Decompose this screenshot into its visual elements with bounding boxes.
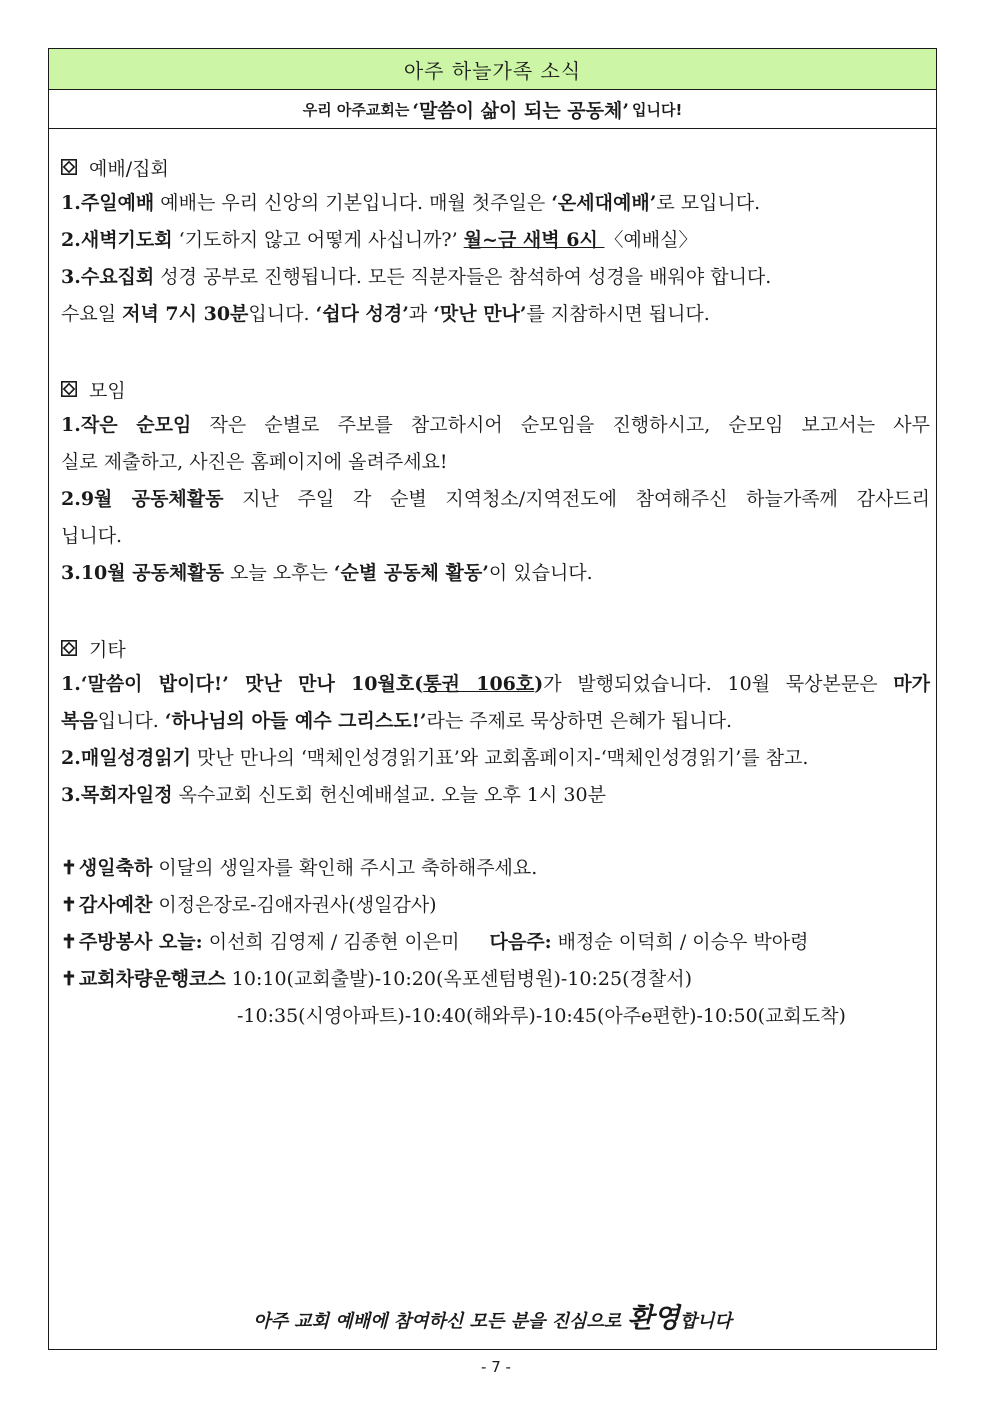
item-emphasis: 월~금 새벽 6시	[463, 229, 605, 251]
item-label: )	[534, 673, 544, 695]
notice-vehicle	[61, 961, 930, 998]
item-emphasis: ‘온세대예배’	[551, 192, 657, 214]
square-diamond-icon	[61, 381, 77, 397]
item-text: 작은 순별로 주보를 참고하시어 순모임을 진행하시고, 순모임 보고서는 사무	[191, 414, 930, 436]
bulletin-content	[61, 149, 930, 1035]
spacer	[61, 333, 930, 371]
spacer	[61, 592, 930, 630]
notice-birthday	[61, 850, 930, 887]
cross-icon: ✝	[61, 894, 77, 916]
cross-icon: ✝	[61, 968, 77, 990]
item-label: 3.목회자일정	[61, 784, 173, 806]
item-text: 수요일	[61, 303, 123, 325]
item-label: 3.10월 공동체활동	[61, 562, 225, 584]
item-label: 감사예찬	[78, 894, 153, 916]
item-emphasis: ‘쉽다 성경’	[315, 303, 409, 325]
item-label: 3.수요집회	[61, 266, 155, 288]
section-heading-text: 기타	[89, 638, 126, 661]
item-text: 이선희 김영제 / 김종현 이은미	[202, 931, 460, 953]
worship-line-2	[61, 222, 930, 259]
section-heading-worship	[61, 149, 930, 185]
page-title	[49, 49, 936, 90]
item-text: 오늘 오후는	[224, 562, 334, 584]
section-heading-text: 예배/집회	[89, 157, 169, 180]
item-label: 2.매일성경읽기	[61, 747, 191, 769]
closing-text: 아주 교회 예배에 참여하신 모든 분을 진심으로	[253, 1311, 628, 1332]
item-emphasis: 마가	[893, 673, 930, 695]
worship-line-4	[61, 296, 930, 333]
item-label: 1.주일예배	[61, 192, 155, 214]
item-text: 를 지참하시면 됩니다.	[526, 303, 710, 325]
item-text: 지난 주일 각 순별 지역청소/지역전도에 참여해주신 하늘가족께 감사드리	[223, 488, 931, 510]
item-emphasis: 복음	[61, 710, 98, 732]
item-text: 이정은장로-김애자권사(생일감사)	[152, 894, 437, 916]
etc-line-1-cont	[61, 703, 930, 740]
item-emphasis: ‘하나님의 아들 예수 그리스도!’	[164, 710, 427, 732]
item-text: 가 발행되었습니다. 10월 묵상본문은	[543, 673, 894, 695]
item-text: ‘기도하지 않고 어떻게 사십니까?’	[172, 229, 464, 251]
meeting-line-1	[61, 407, 930, 444]
item-emphasis: ‘맛난 만나’	[433, 303, 527, 325]
item-label: 교회차량운행코스	[78, 968, 226, 990]
item-text: 닙니다.	[61, 525, 123, 547]
square-diamond-icon	[61, 640, 77, 656]
worship-line-1	[61, 185, 930, 222]
item-text: 입니다.	[248, 303, 316, 325]
notice-vehicle-cont	[61, 998, 930, 1035]
item-text: 예배는 우리 신앙의 기본입니다. 매월 첫주일은	[154, 192, 552, 214]
square-diamond-icon	[61, 159, 77, 175]
item-label: 1.‘말씀이 밥이다!’ 맛난 만나 10월호(	[61, 673, 424, 695]
meeting-line-1-cont	[61, 444, 930, 481]
meeting-line-2-cont	[61, 518, 930, 555]
item-text: 10:10(교회출발)-10:20(옥포센텀병원)-10:25(경찰서)	[225, 968, 692, 990]
item-label: 주방봉사 오늘:	[78, 931, 203, 953]
item-text: 이 있습니다.	[488, 562, 593, 584]
etc-line-1	[61, 666, 930, 703]
subtitle	[49, 90, 936, 129]
item-text: 입니다.	[97, 710, 165, 732]
meeting-line-3	[61, 555, 930, 592]
item-text: 〈예배실〉	[604, 229, 698, 251]
item-label: 1.작은 순모임	[61, 414, 192, 436]
item-emphasis: 저녁 7시 30분	[122, 303, 249, 325]
item-text: 라는 주제로 묵상하면 은혜가 됩니다.	[426, 710, 733, 732]
item-emphasis: 통권 106호	[423, 673, 535, 695]
cross-icon: ✝	[61, 857, 77, 879]
page-number: - 7 -	[481, 1358, 511, 1376]
item-emphasis: ‘순별 공동체 활동’	[333, 562, 489, 584]
item-text: 성경 공부로 진행됩니다. 모든 직분자들은 참석하여 성경을 배워야 합니다.	[154, 266, 772, 288]
spacer	[61, 814, 930, 850]
closing-emphasis: 환영	[627, 1303, 680, 1334]
worship-line-3	[61, 259, 930, 296]
etc-line-3	[61, 777, 930, 814]
item-label: 2.9월 공동체활동	[61, 488, 224, 510]
section-heading-text: 모임	[89, 379, 126, 402]
closing-text: 합니다	[679, 1311, 732, 1332]
item-text: 옥수교회 신도회 헌신예배설교. 오늘 오후 1시 30분	[172, 784, 606, 806]
item-label: 2.새벽기도회	[61, 229, 173, 251]
item-label: 다음주:	[489, 931, 552, 953]
item-text: 실로 제출하고, 사진은 홈페이지에 올려주세요!	[61, 451, 448, 473]
page-title-text: 아주 하늘가족 소식	[403, 58, 582, 83]
item-text: 맛난 만나의 ‘맥체인성경읽기표’와 교회홈페이지-‘맥체인성경읽기’를 참고.	[190, 747, 809, 769]
item-text: 로 모입니다.	[656, 192, 761, 214]
notice-kitchen	[61, 924, 930, 961]
closing-message	[49, 1296, 936, 1335]
item-text: 과	[408, 303, 434, 325]
subtitle-emphasis: ‘말씀이 삶이 되는 공동체’	[412, 99, 629, 122]
etc-line-2	[61, 740, 930, 777]
cross-icon: ✝	[61, 931, 77, 953]
subtitle-pre: 우리 아주교회는	[302, 100, 410, 119]
section-heading-etc	[61, 630, 930, 666]
subtitle-post: 입니다!	[631, 100, 683, 119]
item-label: 생일축하	[78, 857, 153, 879]
item-text: -10:35(시영아파트)-10:40(해와루)-10:45(아주e편한)-10:50(교회도착)	[237, 1005, 846, 1027]
meeting-line-2	[61, 481, 930, 518]
section-heading-meeting	[61, 371, 930, 407]
bulletin-frame	[48, 48, 937, 1350]
item-text: 이달의 생일자를 확인해 주시고 축하해주세요.	[152, 857, 538, 879]
item-text: 배정순 이덕희 / 이승우 박아령	[551, 931, 809, 953]
notice-thanks	[61, 887, 930, 924]
